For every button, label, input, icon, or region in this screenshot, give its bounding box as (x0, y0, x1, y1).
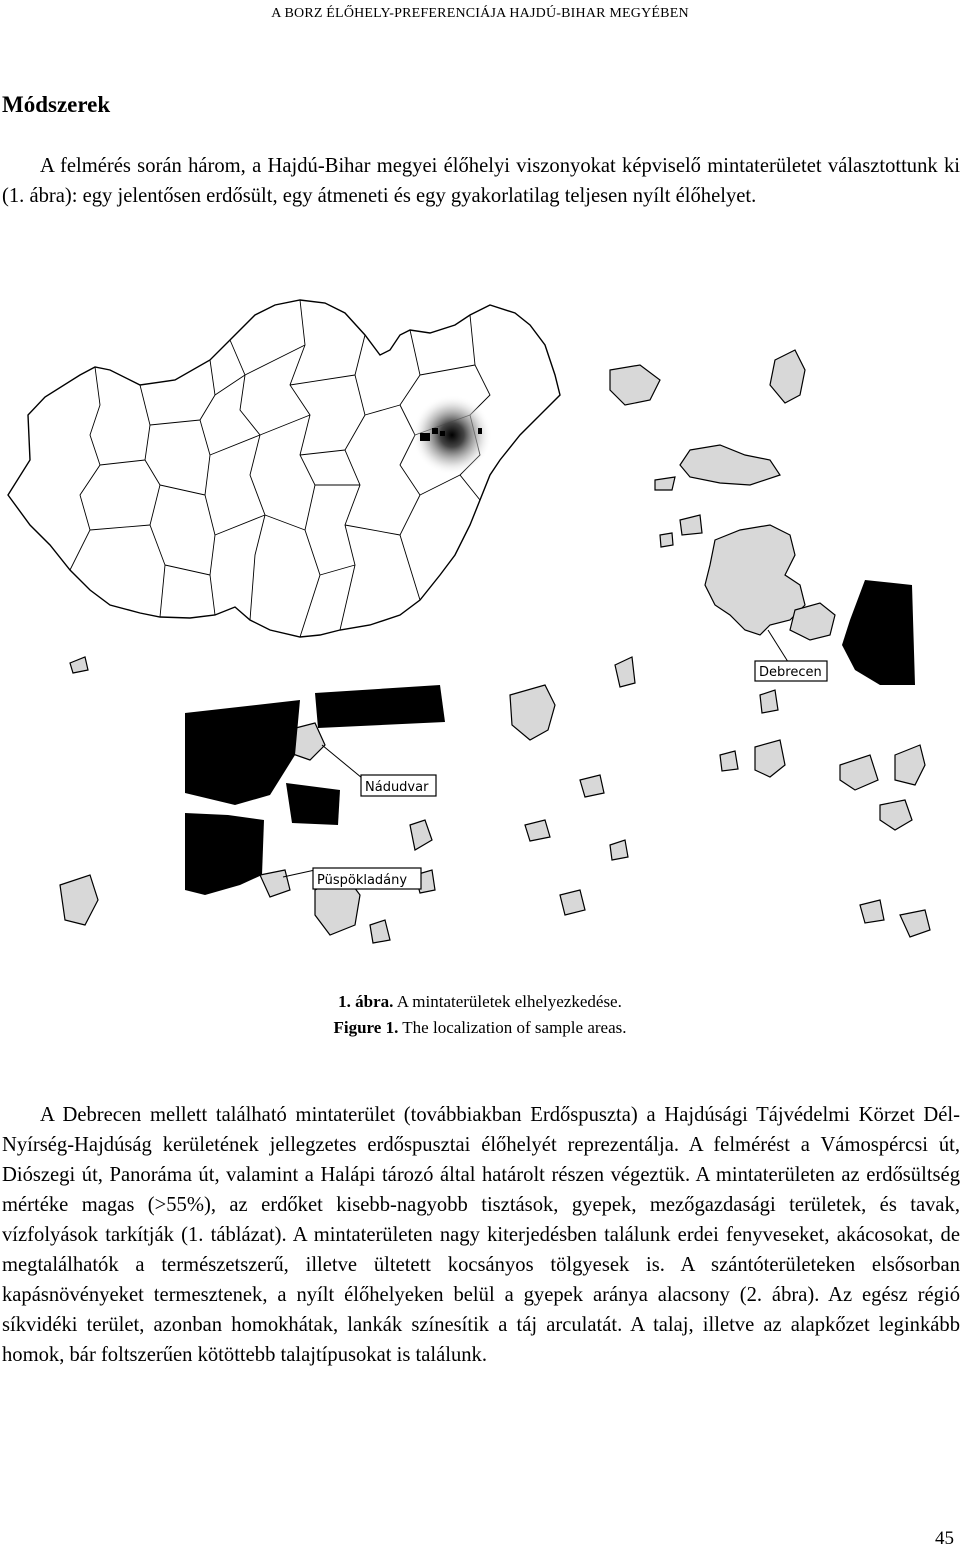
paragraph-erdospuszta: A Debrecen mellett található mintaterület (továbbiakban Erdőspuszta) a Hajdúsági Tájvédelmi Körzet Dél-Nyírség-Hajdúság kerületének jellegzetes erdőspusztai élőhelyét reprezentálja. A felmérést a Vámospércsi út, Diószegi út, Panoráma út, valamint a Halápi tározó által határolt részen végeztük. A mintaterületen az erdősültség mértéke magas (>55%), az erdőket kisebb-nagyobb tisztások, gyepek, mezőgazdasági területek, és tavak, vízfolyások tarkítják (1. táblázat). A mintaterületen nagy kiterjedésben találunk erdei fenyveseket, akácosokat, de megtalálhatók a természetszerű, illetve ültetett kocsányos tölgyesek is. A szántóterületeken elsősorban kapásnövényeket termesztenek, a nyílt élőhelyeken belül a gyepek aránya alacsony (2. ábra). Az egész régió síkvidéki terület, azonban homokhátak, lankák színesítik a táj arculatát. A talaj, illetve az alapkőzet leginkább homok, bár foltszerűen kötöttebb talajtípusokat is találunk. (2, 1104, 960, 1366)
caption-en-label: Figure 1. (333, 1018, 399, 1037)
figure-caption-en (0, 1018, 960, 1038)
settlement-debrecen (705, 525, 805, 635)
running-head: A BORZ ÉLŐHELY-PREFERENCIÁJA HAJDÚ-BIHAR MEGYÉBEN (271, 6, 689, 21)
hungary-outline (8, 300, 560, 637)
sample-area-nadudvar (185, 700, 300, 805)
map-svg (0, 285, 960, 965)
figure-caption-hu (0, 992, 960, 1012)
caption-en-text: The localization of sample areas. (398, 1018, 627, 1037)
caption-hu-text: A mintaterületek elhelyezkedése. (393, 992, 622, 1011)
label-debrecen: Debrecen (759, 665, 822, 680)
label-nadudvar: Nádudvar (365, 780, 429, 795)
sample-area-erdospuszta (842, 580, 915, 685)
section-title: Módszerek (2, 92, 111, 117)
label-puspokladany: Püspökladány (317, 873, 408, 888)
sample-area-puspokladany (185, 813, 264, 895)
page-number: 45 (935, 1528, 954, 1549)
caption-hu-label: 1. ábra. (338, 992, 394, 1011)
figure-map (0, 285, 960, 965)
paragraph-intro: A felmérés során három, a Hajdú-Bihar megyei élőhelyi viszonyokat képviselő mintaterületet választottunk ki (1. ábra): egy jelentősen erdősült, egy átmeneti és egy gyakorlatilag teljesen nyílt élőhelyet. (2, 155, 960, 207)
